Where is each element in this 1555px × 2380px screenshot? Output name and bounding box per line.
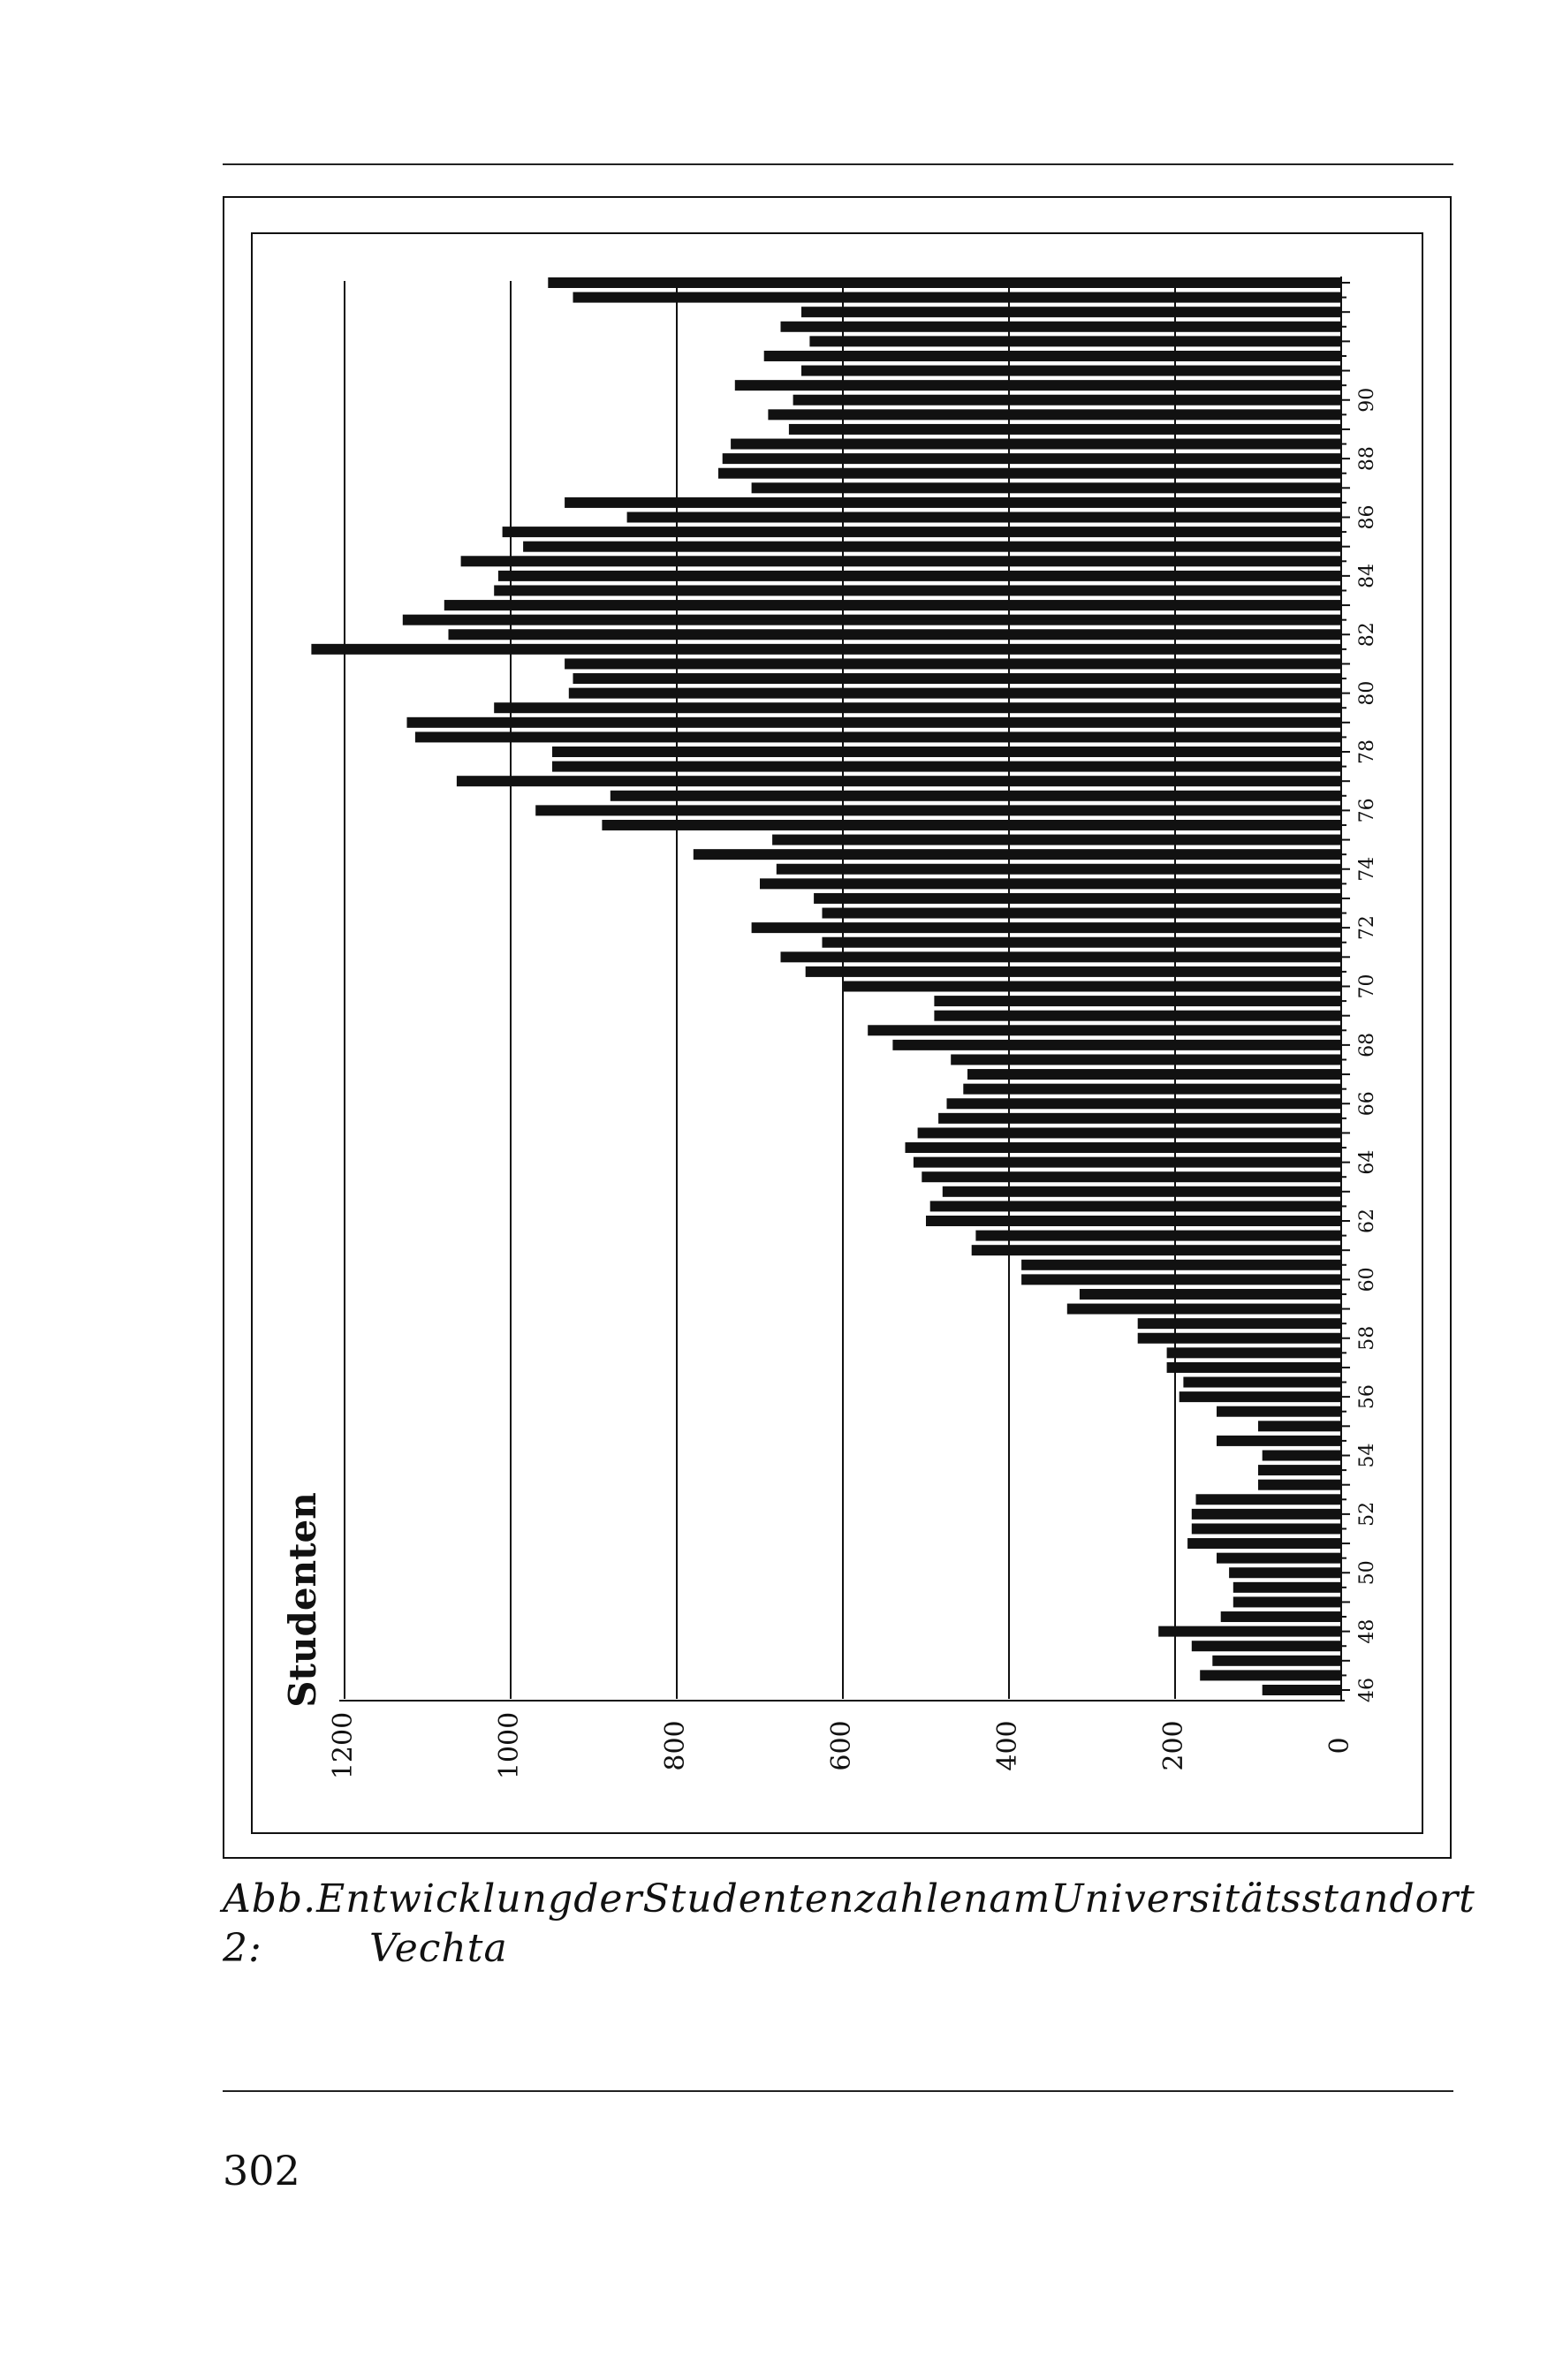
bar — [1167, 1362, 1341, 1373]
bar — [548, 277, 1341, 288]
bar — [1138, 1318, 1341, 1329]
bar — [1263, 1685, 1341, 1695]
bar — [938, 1113, 1341, 1124]
bar — [461, 556, 1341, 566]
bar — [694, 849, 1341, 860]
bar — [1221, 1611, 1341, 1622]
bar — [843, 982, 1341, 992]
category-tick-label: 90 — [1356, 387, 1378, 413]
category-tick-label: 60 — [1356, 1267, 1378, 1292]
bar — [569, 688, 1341, 699]
bar — [930, 1201, 1341, 1211]
bar — [963, 1084, 1341, 1095]
bar-chart — [251, 232, 1423, 1834]
bar — [503, 527, 1341, 537]
bar — [760, 878, 1341, 889]
bar — [1192, 1523, 1341, 1534]
category-tick-label: 78 — [1356, 739, 1378, 764]
category-tick-label: 52 — [1356, 1501, 1378, 1527]
bottom-rule — [223, 2090, 1453, 2092]
bar — [1233, 1596, 1341, 1607]
category-tick-label: 72 — [1356, 915, 1378, 941]
bar — [967, 1069, 1341, 1080]
bar — [1183, 1377, 1341, 1388]
bar — [444, 600, 1341, 610]
value-tick-label: 600 — [826, 1720, 857, 1771]
bar — [1158, 1626, 1341, 1637]
bar — [494, 702, 1341, 713]
bar — [311, 644, 1341, 655]
bar — [1192, 1509, 1341, 1520]
bar — [718, 468, 1341, 479]
bar — [449, 629, 1342, 640]
bar — [523, 542, 1341, 552]
caption-word: am — [989, 1876, 1051, 1921]
bar — [552, 762, 1341, 772]
bar — [403, 615, 1341, 625]
bar — [914, 1157, 1341, 1168]
bar — [951, 1054, 1341, 1065]
category-tick-label: 70 — [1356, 974, 1378, 999]
bar — [1233, 1582, 1341, 1593]
bar — [1138, 1333, 1341, 1344]
category-tick-label: 68 — [1356, 1032, 1378, 1057]
bar — [1067, 1304, 1341, 1315]
bar — [781, 951, 1342, 962]
category-tick-label: 56 — [1356, 1384, 1378, 1410]
page-number: 302 — [223, 2147, 300, 2194]
bar — [565, 658, 1341, 669]
caption-prefix: Abb. 2: — [223, 1876, 317, 1971]
bar — [772, 835, 1341, 845]
bar — [947, 1098, 1342, 1109]
bar — [975, 1231, 1341, 1241]
category-tick-label: 76 — [1356, 798, 1378, 823]
bar — [1217, 1436, 1341, 1446]
caption-word: Studentenzahlen — [642, 1876, 990, 1921]
value-tick-label: 0 — [1324, 1737, 1355, 1755]
top-rule — [223, 163, 1453, 165]
bar — [1167, 1347, 1341, 1358]
bar — [1258, 1421, 1341, 1431]
labels — [281, 388, 1378, 1779]
category-tick-label: 54 — [1356, 1443, 1378, 1468]
bar — [801, 366, 1341, 376]
bar — [918, 1127, 1341, 1138]
caption-word: Universitätsstandort — [1051, 1876, 1475, 1921]
bar — [1021, 1274, 1341, 1285]
bar — [781, 322, 1342, 332]
bar — [1187, 1538, 1341, 1549]
category-tick-label: 46 — [1356, 1678, 1378, 1702]
bar — [934, 996, 1341, 1006]
bar — [1217, 1406, 1341, 1417]
bar — [777, 864, 1341, 875]
figure-caption-line2: Vechta — [369, 1926, 508, 1971]
category-tick-label: 88 — [1356, 446, 1378, 472]
bar — [494, 585, 1341, 595]
bar — [573, 292, 1342, 303]
bar — [1021, 1260, 1341, 1270]
bar — [573, 673, 1342, 684]
bar — [1200, 1670, 1341, 1680]
bar — [565, 497, 1341, 508]
bar — [723, 453, 1341, 464]
axis-title: Studenten — [281, 1492, 324, 1708]
bar — [498, 571, 1341, 581]
category-tick-label: 64 — [1356, 1149, 1378, 1175]
bar — [1263, 1451, 1341, 1461]
bar — [806, 966, 1341, 977]
bar — [552, 747, 1341, 757]
category-tick-label: 58 — [1356, 1325, 1378, 1351]
bar — [768, 409, 1341, 420]
bar — [602, 820, 1341, 830]
bar — [764, 351, 1341, 361]
bar — [1080, 1289, 1341, 1300]
bar — [627, 512, 1341, 523]
category-tick-label: 82 — [1356, 622, 1378, 648]
category-tick-label: 48 — [1356, 1618, 1378, 1644]
caption-word: der — [573, 1876, 643, 1921]
category-tick-label: 80 — [1356, 680, 1378, 706]
value-tick-label: 800 — [660, 1720, 691, 1771]
bar — [801, 307, 1341, 317]
category-tick-label: 74 — [1356, 856, 1378, 882]
category-tick-label: 66 — [1356, 1091, 1378, 1117]
bar — [1258, 1465, 1341, 1475]
bar — [943, 1186, 1341, 1197]
bar — [814, 893, 1341, 904]
bar — [735, 380, 1341, 390]
value-tick-label: 1000 — [494, 1711, 525, 1780]
bar — [789, 424, 1341, 435]
bar — [922, 1171, 1341, 1182]
category-tick-label: 84 — [1356, 563, 1378, 588]
bar — [972, 1245, 1341, 1255]
bar — [752, 482, 1341, 493]
bar — [809, 336, 1341, 346]
bar — [731, 439, 1341, 450]
bar — [1258, 1480, 1341, 1490]
bar — [1217, 1553, 1341, 1564]
bar — [868, 1025, 1341, 1035]
bars — [311, 277, 1341, 1695]
bar — [457, 776, 1341, 786]
bar — [906, 1142, 1342, 1153]
bar — [752, 922, 1341, 933]
bar — [823, 908, 1342, 919]
bar — [926, 1216, 1341, 1226]
category-tick-label: 62 — [1356, 1209, 1378, 1233]
bar — [892, 1040, 1341, 1050]
bar — [1192, 1641, 1341, 1651]
bar — [934, 1011, 1341, 1021]
bar — [415, 731, 1341, 742]
bar — [611, 791, 1341, 801]
category-tick-label: 50 — [1356, 1560, 1378, 1586]
value-tick-label: 1200 — [328, 1711, 359, 1780]
value-tick-label: 400 — [992, 1720, 1023, 1771]
bar — [823, 937, 1342, 948]
bar — [1180, 1391, 1341, 1402]
bar — [407, 717, 1342, 728]
bar — [793, 395, 1341, 406]
caption-word: Entwicklung — [316, 1876, 574, 1921]
bar — [1212, 1656, 1341, 1666]
category-tick-label: 86 — [1356, 504, 1378, 530]
bar — [1196, 1494, 1342, 1505]
value-tick-label: 200 — [1158, 1720, 1189, 1771]
bar — [535, 805, 1341, 815]
bar — [1229, 1567, 1341, 1578]
